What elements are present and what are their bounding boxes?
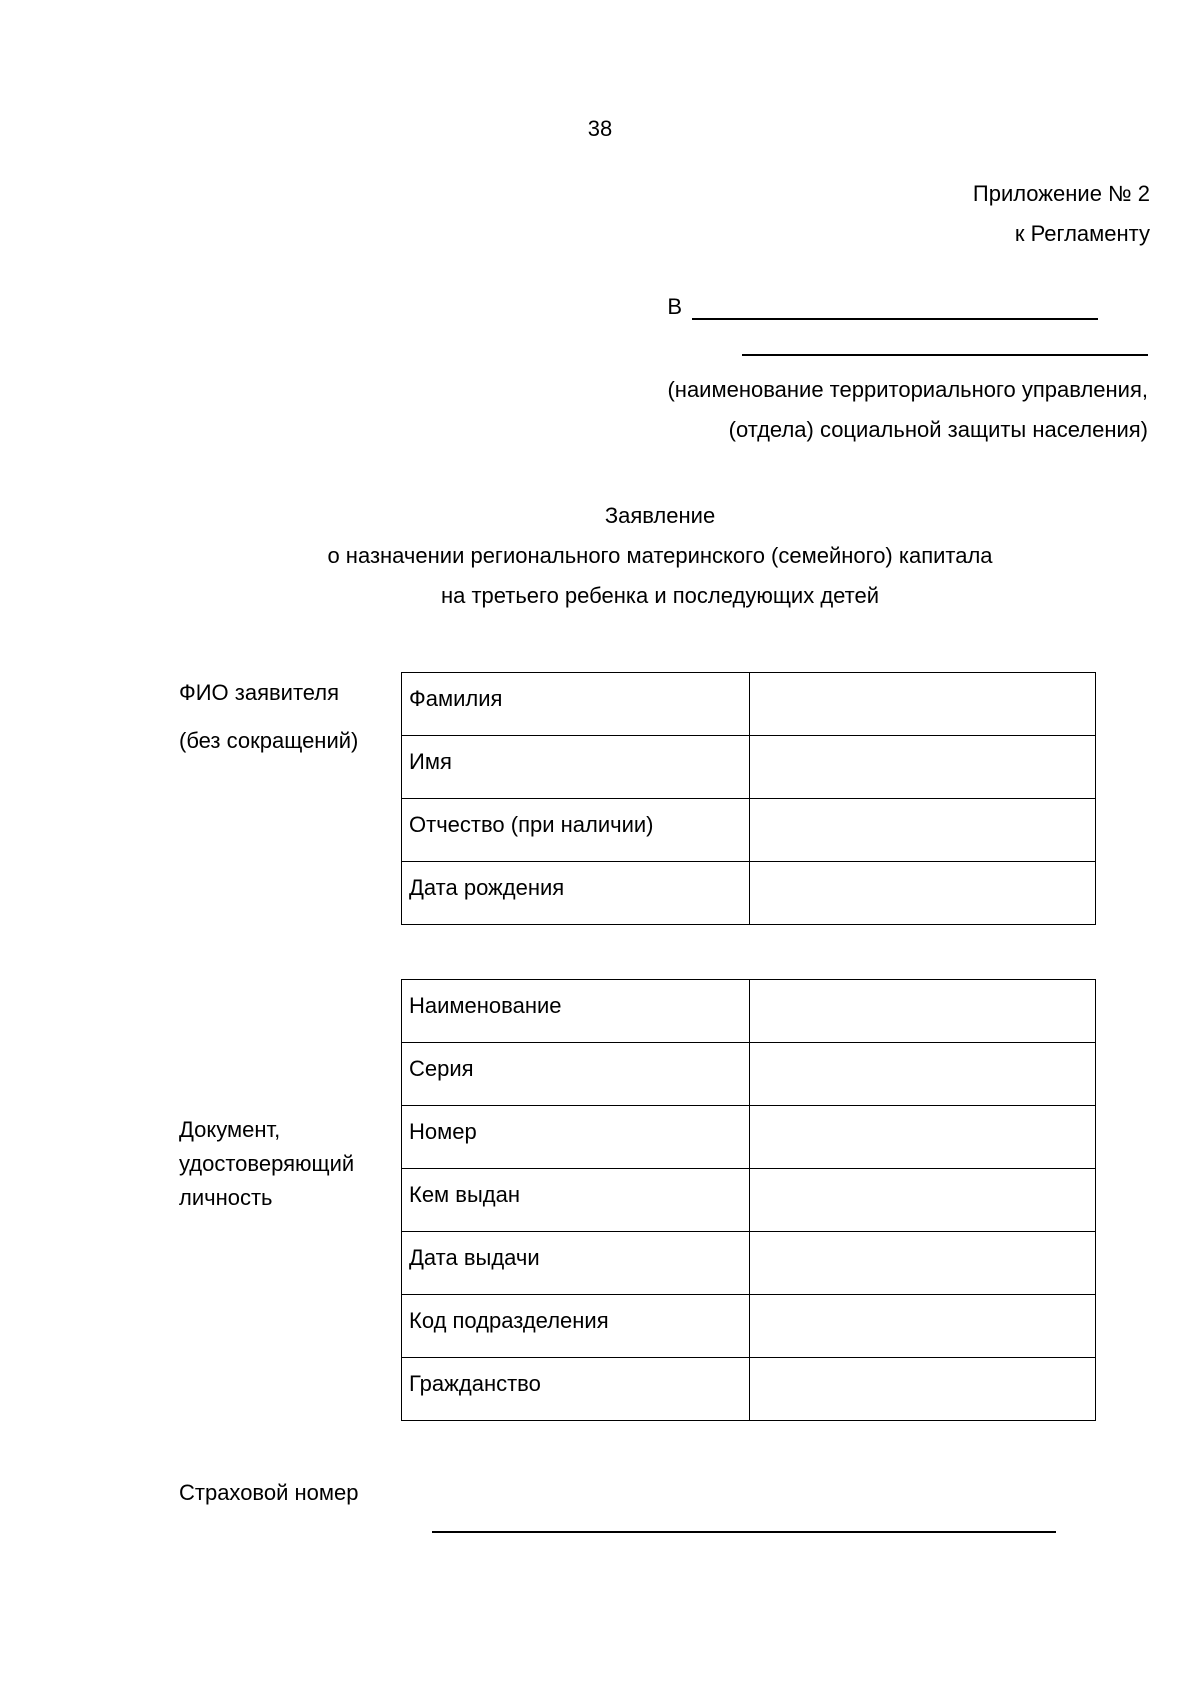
addressee-block — [612, 290, 1148, 450]
addressee-caption-line-2: (отдела) социальной защиты населения) — [728, 417, 1148, 442]
addressee-row — [612, 290, 1148, 320]
appendix-header — [973, 174, 1150, 254]
applicant-row-label: Дата рождения — [402, 862, 750, 925]
identity-document-row-value-field[interactable] — [750, 1295, 1096, 1358]
identity-document-row-value-field[interactable] — [750, 1232, 1096, 1295]
identity-document-row-value-field[interactable] — [750, 1106, 1096, 1169]
applicant-row-label: Фамилия — [402, 673, 750, 736]
identity-document-row-label: Номер — [402, 1106, 750, 1169]
identity-document-table — [401, 979, 1096, 1421]
identity-document-section-label — [179, 1113, 354, 1215]
identity-document-row-value-field[interactable] — [750, 1043, 1096, 1106]
applicant-section-label — [179, 676, 358, 758]
applicant-row-value-field[interactable] — [750, 736, 1096, 799]
identity-document-row — [402, 1358, 1096, 1421]
identity-document-row-label: Серия — [402, 1043, 750, 1106]
insurance-number-field[interactable] — [432, 1531, 1056, 1533]
identity-document-row-value-field[interactable] — [750, 1169, 1096, 1232]
identity-label-line-3: личность — [179, 1185, 273, 1210]
addressee-prefix: В — [667, 294, 682, 319]
identity-document-row — [402, 1295, 1096, 1358]
applicant-row — [402, 862, 1096, 925]
document-title-line-2: о назначении регионального материнского (семейного) капитала — [327, 543, 993, 568]
applicant-row — [402, 736, 1096, 799]
identity-document-row-value-field[interactable] — [750, 1358, 1096, 1421]
applicant-label-line-2: (без сокращений) — [179, 728, 359, 753]
identity-document-row-label: Дата выдачи — [402, 1232, 750, 1295]
appendix-reference: к Регламенту — [1014, 221, 1150, 246]
identity-document-row-label: Гражданство — [402, 1358, 750, 1421]
identity-document-row-label: Кем выдан — [402, 1169, 750, 1232]
identity-document-row — [402, 980, 1096, 1043]
insurance-number-label: Страховой номер — [179, 1480, 359, 1505]
applicant-row-value-field[interactable] — [750, 673, 1096, 736]
document-title — [170, 496, 1150, 616]
document-title-line-3: на третьего ребенка и последующих детей — [440, 583, 880, 608]
document-title-line-1: Заявление — [604, 503, 716, 528]
applicant-row-label: Отчество (при наличии) — [402, 799, 750, 862]
identity-document-row-value-field[interactable] — [750, 980, 1096, 1043]
applicant-row — [402, 673, 1096, 736]
applicant-row-label: Имя — [402, 736, 750, 799]
applicant-label-line-1: ФИО заявителя — [179, 680, 340, 705]
identity-document-row — [402, 1232, 1096, 1295]
identity-label-line-2: удостоверяющий — [179, 1151, 355, 1176]
applicant-row-value-field[interactable] — [750, 799, 1096, 862]
addressee-field-line-1[interactable] — [692, 292, 1098, 320]
page-number: 38 — [587, 116, 613, 141]
addressee-caption-line-1: (наименование территориального управления, — [667, 377, 1148, 402]
identity-document-row — [402, 1169, 1096, 1232]
applicant-table — [401, 672, 1096, 925]
identity-document-row-label: Код подразделения — [402, 1295, 750, 1358]
appendix-title: Приложение № 2 — [972, 181, 1150, 206]
identity-document-row — [402, 1106, 1096, 1169]
identity-label-line-1: Документ, — [179, 1117, 281, 1142]
identity-document-row-label: Наименование — [402, 980, 750, 1043]
addressee-field-line-2[interactable] — [742, 330, 1148, 356]
applicant-row — [402, 799, 1096, 862]
applicant-row-value-field[interactable] — [750, 862, 1096, 925]
addressee-caption — [612, 370, 1148, 450]
identity-document-row — [402, 1043, 1096, 1106]
